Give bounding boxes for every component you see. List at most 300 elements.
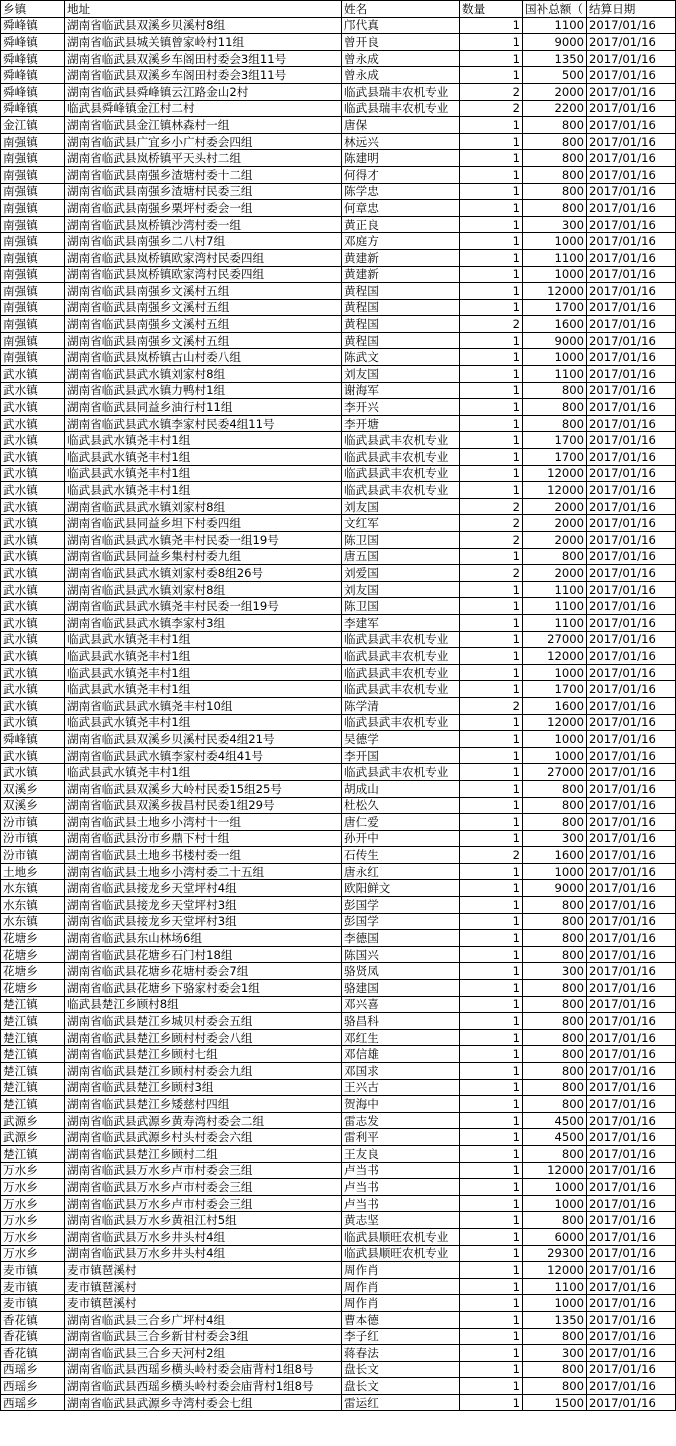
cell-name: 曾永成 [342, 50, 460, 67]
cell-subsidy-total: 1100 [523, 249, 587, 266]
cell-name: 临武县瑞丰农机专业 [342, 83, 460, 100]
cell-quantity: 1 [460, 382, 523, 399]
cell-name: 临武县顺旺农机专业 [342, 1228, 460, 1245]
cell-quantity: 1 [460, 1394, 523, 1411]
cell-town: 武源乡 [1, 1129, 65, 1146]
cell-town: 万水乡 [1, 1228, 65, 1245]
cell-name: 临武县武丰农机专业 [342, 664, 460, 681]
cell-quantity: 1 [460, 1361, 523, 1378]
cell-settlement-date: 2017/01/16 [587, 117, 676, 134]
cell-settlement-date: 2017/01/16 [587, 1378, 676, 1395]
cell-settlement-date: 2017/01/16 [587, 366, 676, 383]
cell-subsidy-total: 1000 [523, 731, 587, 748]
cell-settlement-date: 2017/01/16 [587, 880, 676, 897]
cell-settlement-date: 2017/01/16 [587, 1046, 676, 1063]
cell-quantity: 1 [460, 465, 523, 482]
cell-subsidy-total: 2200 [523, 100, 587, 117]
cell-town: 金江镇 [1, 117, 65, 134]
cell-name: 黄正良 [342, 216, 460, 233]
cell-town: 水东镇 [1, 880, 65, 897]
cell-settlement-date: 2017/01/16 [587, 1195, 676, 1212]
cell-address: 湖南省临武县武水镇李家村委4组41号 [65, 747, 342, 764]
cell-settlement-date: 2017/01/16 [587, 1079, 676, 1096]
cell-subsidy-total: 800 [523, 897, 587, 914]
cell-quantity: 2 [460, 100, 523, 117]
cell-name: 邓庭方 [342, 233, 460, 250]
cell-settlement-date: 2017/01/16 [587, 913, 676, 930]
cell-quantity: 1 [460, 714, 523, 731]
cell-settlement-date: 2017/01/16 [587, 1179, 676, 1196]
cell-subsidy-total: 800 [523, 1079, 587, 1096]
cell-subsidy-total: 4500 [523, 1112, 587, 1129]
cell-town: 双溪乡 [1, 780, 65, 797]
cell-subsidy-total: 800 [523, 382, 587, 399]
table-row [1, 67, 676, 84]
cell-address: 临武县楚江乡顾村8组 [65, 996, 342, 1013]
cell-address: 湖南省临武县武水镇刘家村8组 [65, 366, 342, 383]
cell-name: 何章忠 [342, 200, 460, 217]
table-row [1, 1378, 676, 1395]
cell-town: 万水乡 [1, 1179, 65, 1196]
cell-name: 临武县武丰农机专业 [342, 482, 460, 499]
cell-quantity: 1 [460, 283, 523, 300]
cell-settlement-date: 2017/01/16 [587, 465, 676, 482]
cell-settlement-date: 2017/01/16 [587, 1212, 676, 1229]
table-row [1, 996, 676, 1013]
cell-subsidy-total: 1000 [523, 349, 587, 366]
cell-subsidy-total: 800 [523, 1378, 587, 1395]
cell-subsidy-total: 800 [523, 930, 587, 947]
cell-quantity: 1 [460, 1162, 523, 1179]
cell-name: 临武县瑞丰农机专业 [342, 100, 460, 117]
cell-address: 湖南省临武县楚江乡顾村3组 [65, 1079, 342, 1096]
cell-address: 湖南省临武县西瑶乡横头岭村委会庙背村1组8号 [65, 1378, 342, 1395]
cell-address: 湖南省临武县广宜乡小广村委会四组 [65, 133, 342, 150]
cell-quantity: 1 [460, 1013, 523, 1030]
cell-town: 舜峰镇 [1, 83, 65, 100]
cell-address: 湖南省临武县楚江乡顾村村委会八组 [65, 1029, 342, 1046]
header-quantity: 数量 [460, 1, 523, 18]
cell-settlement-date: 2017/01/16 [587, 200, 676, 217]
cell-settlement-date: 2017/01/16 [587, 1245, 676, 1262]
cell-quantity: 1 [460, 614, 523, 631]
table-row [1, 332, 676, 349]
cell-address: 湖南省临武县三合乡新甘村委会3组 [65, 1328, 342, 1345]
cell-settlement-date: 2017/01/16 [587, 631, 676, 648]
cell-address: 湖南省临武县南强乡二八村7组 [65, 233, 342, 250]
cell-settlement-date: 2017/01/16 [587, 283, 676, 300]
table-row [1, 34, 676, 51]
cell-town: 武水镇 [1, 449, 65, 466]
cell-address: 麦市镇琶溪村 [65, 1262, 342, 1279]
cell-town: 武水镇 [1, 648, 65, 665]
table-row [1, 515, 676, 532]
cell-quantity: 1 [460, 1129, 523, 1146]
cell-subsidy-total: 800 [523, 183, 587, 200]
cell-settlement-date: 2017/01/16 [587, 963, 676, 980]
cell-settlement-date: 2017/01/16 [587, 697, 676, 714]
table-row [1, 930, 676, 947]
cell-name: 唐永红 [342, 863, 460, 880]
cell-address: 湖南省临武县花塘乡花塘村委会7组 [65, 963, 342, 980]
cell-subsidy-total: 2000 [523, 532, 587, 549]
cell-address: 湖南省临武县楚江乡顾村村委会九组 [65, 1063, 342, 1080]
cell-address: 临武县武水镇尧丰村1组 [65, 664, 342, 681]
table-row [1, 1311, 676, 1328]
cell-name: 陈武文 [342, 349, 460, 366]
cell-subsidy-total: 300 [523, 216, 587, 233]
cell-address: 湖南省临武县岚桥镇平天头村二组 [65, 150, 342, 167]
cell-subsidy-total: 1100 [523, 581, 587, 598]
cell-town: 汾市镇 [1, 830, 65, 847]
cell-name: 黄建新 [342, 266, 460, 283]
table-row [1, 382, 676, 399]
cell-name: 贺海中 [342, 1096, 460, 1113]
cell-name: 李开国 [342, 747, 460, 764]
table-row [1, 747, 676, 764]
cell-settlement-date: 2017/01/16 [587, 399, 676, 416]
cell-quantity: 1 [460, 249, 523, 266]
table-row [1, 598, 676, 615]
table-row [1, 1079, 676, 1096]
cell-quantity: 1 [460, 1112, 523, 1129]
cell-address: 湖南省临武县三合乡天河村2组 [65, 1345, 342, 1362]
cell-quantity: 1 [460, 233, 523, 250]
cell-town: 双溪乡 [1, 797, 65, 814]
cell-town: 汾市镇 [1, 814, 65, 831]
table-row [1, 166, 676, 183]
cell-name: 临武县武丰农机专业 [342, 631, 460, 648]
cell-name: 盘长文 [342, 1378, 460, 1395]
cell-quantity: 1 [460, 1311, 523, 1328]
cell-town: 武水镇 [1, 565, 65, 582]
cell-name: 刘友国 [342, 366, 460, 383]
cell-address: 湖南省临武县武源乡寺湾村委会七组 [65, 1394, 342, 1411]
cell-address: 湖南省临武县武水镇尧丰村民委一组19号 [65, 598, 342, 615]
cell-quantity: 1 [460, 117, 523, 134]
cell-settlement-date: 2017/01/16 [587, 133, 676, 150]
cell-address: 湖南省临武县万水乡卢市村委会三组 [65, 1179, 342, 1196]
table-row [1, 465, 676, 482]
cell-subsidy-total: 1000 [523, 747, 587, 764]
cell-name: 唐仁爱 [342, 814, 460, 831]
cell-subsidy-total: 1700 [523, 681, 587, 698]
cell-quantity: 1 [460, 1345, 523, 1362]
cell-settlement-date: 2017/01/16 [587, 565, 676, 582]
cell-name: 陈建明 [342, 150, 460, 167]
cell-town: 花塘乡 [1, 930, 65, 947]
cell-subsidy-total: 800 [523, 399, 587, 416]
cell-town: 楚江镇 [1, 996, 65, 1013]
cell-name: 李建军 [342, 614, 460, 631]
cell-settlement-date: 2017/01/16 [587, 67, 676, 84]
cell-town: 西瑶乡 [1, 1361, 65, 1378]
cell-name: 黄程国 [342, 316, 460, 333]
cell-name: 李开兴 [342, 399, 460, 416]
cell-settlement-date: 2017/01/16 [587, 731, 676, 748]
table-row [1, 1262, 676, 1279]
cell-town: 香花镇 [1, 1345, 65, 1362]
cell-town: 舜峰镇 [1, 67, 65, 84]
cell-quantity: 1 [460, 1179, 523, 1196]
cell-quantity: 1 [460, 1262, 523, 1279]
cell-subsidy-total: 4500 [523, 1129, 587, 1146]
cell-quantity: 1 [460, 648, 523, 665]
cell-name: 唐保 [342, 117, 460, 134]
cell-quantity: 1 [460, 399, 523, 416]
cell-name: 彭国学 [342, 897, 460, 914]
cell-subsidy-total: 800 [523, 166, 587, 183]
cell-settlement-date: 2017/01/16 [587, 863, 676, 880]
cell-town: 武水镇 [1, 399, 65, 416]
cell-address: 湖南省临武县花塘乡石门村18组 [65, 946, 342, 963]
table-row [1, 1278, 676, 1295]
cell-settlement-date: 2017/01/16 [587, 183, 676, 200]
cell-name: 黄建新 [342, 249, 460, 266]
cell-town: 舜峰镇 [1, 50, 65, 67]
cell-town: 南强镇 [1, 283, 65, 300]
cell-settlement-date: 2017/01/16 [587, 747, 676, 764]
table-row [1, 83, 676, 100]
header-settlement-date: 结算日期 [587, 1, 676, 18]
cell-address: 湖南省临武县双溪乡拔昌村民委1组29号 [65, 797, 342, 814]
cell-address: 湖南省临武县接龙乡天堂坪村3组 [65, 897, 342, 914]
cell-town: 水东镇 [1, 913, 65, 930]
cell-town: 楚江镇 [1, 1013, 65, 1030]
cell-settlement-date: 2017/01/16 [587, 532, 676, 549]
cell-quantity: 1 [460, 1245, 523, 1262]
cell-town: 武水镇 [1, 664, 65, 681]
cell-address: 湖南省临武县城关镇曾家岭村11组 [65, 34, 342, 51]
table-row [1, 697, 676, 714]
cell-settlement-date: 2017/01/16 [587, 166, 676, 183]
cell-settlement-date: 2017/01/16 [587, 1063, 676, 1080]
cell-settlement-date: 2017/01/16 [587, 498, 676, 515]
cell-name: 临武县武丰农机专业 [342, 714, 460, 731]
cell-quantity: 1 [460, 150, 523, 167]
cell-subsidy-total: 2000 [523, 498, 587, 515]
cell-settlement-date: 2017/01/16 [587, 897, 676, 914]
cell-subsidy-total: 1100 [523, 598, 587, 615]
cell-name: 孙开中 [342, 830, 460, 847]
cell-address: 湖南省临武县土地乡小湾村十一组 [65, 814, 342, 831]
cell-town: 武水镇 [1, 764, 65, 781]
cell-town: 武水镇 [1, 382, 65, 399]
table-row [1, 299, 676, 316]
cell-quantity: 1 [460, 980, 523, 997]
cell-settlement-date: 2017/01/16 [587, 150, 676, 167]
cell-quantity: 1 [460, 216, 523, 233]
cell-address: 湖南省临武县同益乡油行村11组 [65, 399, 342, 416]
table-row [1, 1162, 676, 1179]
table-row [1, 880, 676, 897]
table-row [1, 714, 676, 731]
table-row [1, 913, 676, 930]
cell-address: 湖南省临武县南强乡文溪村五组 [65, 299, 342, 316]
cell-subsidy-total: 800 [523, 946, 587, 963]
cell-town: 南强镇 [1, 249, 65, 266]
cell-subsidy-total: 1600 [523, 316, 587, 333]
table-row [1, 50, 676, 67]
cell-town: 武源乡 [1, 1112, 65, 1129]
cell-subsidy-total: 800 [523, 1361, 587, 1378]
cell-name: 胡成山 [342, 780, 460, 797]
cell-quantity: 2 [460, 697, 523, 714]
cell-settlement-date: 2017/01/16 [587, 980, 676, 997]
cell-settlement-date: 2017/01/16 [587, 1162, 676, 1179]
cell-town: 楚江镇 [1, 1145, 65, 1162]
cell-name: 盘长文 [342, 1361, 460, 1378]
cell-town: 香花镇 [1, 1311, 65, 1328]
cell-town: 武水镇 [1, 532, 65, 549]
cell-name: 石传生 [342, 847, 460, 864]
cell-subsidy-total: 800 [523, 200, 587, 217]
cell-subsidy-total: 12000 [523, 482, 587, 499]
table-row [1, 133, 676, 150]
cell-address: 湖南省临武县万水乡黄祖江村5组 [65, 1212, 342, 1229]
cell-name: 陈卫国 [342, 532, 460, 549]
cell-name: 陈国兴 [342, 946, 460, 963]
cell-quantity: 1 [460, 797, 523, 814]
cell-name: 林远兴 [342, 133, 460, 150]
table-row [1, 150, 676, 167]
cell-address: 湖南省临武县南强乡文溪村五组 [65, 283, 342, 300]
cell-quantity: 1 [460, 432, 523, 449]
cell-name: 骆贤凤 [342, 963, 460, 980]
cell-quantity: 1 [460, 1228, 523, 1245]
cell-town: 舜峰镇 [1, 17, 65, 34]
cell-name: 周作肖 [342, 1295, 460, 1312]
header-subsidy-total: 国补总额（ [523, 1, 587, 18]
table-row [1, 946, 676, 963]
cell-town: 麦市镇 [1, 1295, 65, 1312]
cell-settlement-date: 2017/01/16 [587, 1013, 676, 1030]
cell-name: 彭国学 [342, 913, 460, 930]
cell-town: 万水乡 [1, 1162, 65, 1179]
cell-address: 临武县武水镇尧丰村1组 [65, 714, 342, 731]
cell-address: 湖南省临武县东山林场6组 [65, 930, 342, 947]
cell-name: 刘爱国 [342, 565, 460, 582]
cell-subsidy-total: 1500 [523, 1394, 587, 1411]
cell-settlement-date: 2017/01/16 [587, 1295, 676, 1312]
cell-name: 临武县武丰农机专业 [342, 449, 460, 466]
cell-town: 南强镇 [1, 200, 65, 217]
cell-subsidy-total: 1600 [523, 697, 587, 714]
cell-subsidy-total: 500 [523, 67, 587, 84]
cell-address: 湖南省临武县武水镇刘家村委8组26号 [65, 565, 342, 582]
cell-quantity: 1 [460, 946, 523, 963]
cell-town: 武水镇 [1, 697, 65, 714]
cell-address: 临武县武水镇尧丰村1组 [65, 681, 342, 698]
cell-quantity: 1 [460, 1328, 523, 1345]
table-row [1, 283, 676, 300]
cell-name: 雷志发 [342, 1112, 460, 1129]
cell-quantity: 1 [460, 863, 523, 880]
cell-subsidy-total: 27000 [523, 631, 587, 648]
table-row [1, 797, 676, 814]
cell-settlement-date: 2017/01/16 [587, 349, 676, 366]
cell-town: 麦市镇 [1, 1262, 65, 1279]
cell-town: 武水镇 [1, 415, 65, 432]
cell-settlement-date: 2017/01/16 [587, 332, 676, 349]
cell-quantity: 1 [460, 581, 523, 598]
cell-address: 湖南省临武县双溪乡车阁田村委会3组11号 [65, 67, 342, 84]
cell-town: 楚江镇 [1, 1046, 65, 1063]
cell-town: 武水镇 [1, 366, 65, 383]
cell-address: 湖南省临武县岚桥镇沙湾村委一组 [65, 216, 342, 233]
cell-name: 陈学忠 [342, 183, 460, 200]
cell-address: 临武县武水镇尧丰村1组 [65, 648, 342, 665]
table-row [1, 415, 676, 432]
cell-address: 湖南省临武县接龙乡天堂坪村3组 [65, 913, 342, 930]
cell-town: 武水镇 [1, 482, 65, 499]
cell-settlement-date: 2017/01/16 [587, 449, 676, 466]
cell-settlement-date: 2017/01/16 [587, 1112, 676, 1129]
cell-name: 临武县武丰农机专业 [342, 465, 460, 482]
cell-settlement-date: 2017/01/16 [587, 797, 676, 814]
cell-settlement-date: 2017/01/16 [587, 780, 676, 797]
cell-subsidy-total: 800 [523, 1013, 587, 1030]
cell-name: 吴德学 [342, 731, 460, 748]
table-row [1, 631, 676, 648]
cell-name: 李子红 [342, 1328, 460, 1345]
cell-town: 武水镇 [1, 747, 65, 764]
cell-name: 周作肖 [342, 1262, 460, 1279]
cell-address: 湖南省临武县岚桥镇欧家湾村民委四组 [65, 249, 342, 266]
table-row [1, 1245, 676, 1262]
cell-quantity: 1 [460, 681, 523, 698]
cell-name: 邓红生 [342, 1029, 460, 1046]
cell-settlement-date: 2017/01/16 [587, 1311, 676, 1328]
header-address: 地址 [65, 1, 342, 18]
cell-settlement-date: 2017/01/16 [587, 1129, 676, 1146]
table-row [1, 1129, 676, 1146]
cell-quantity: 2 [460, 316, 523, 333]
cell-town: 水东镇 [1, 897, 65, 914]
cell-quantity: 1 [460, 731, 523, 748]
cell-town: 南强镇 [1, 150, 65, 167]
cell-settlement-date: 2017/01/16 [587, 83, 676, 100]
cell-address: 临武县武水镇尧丰村1组 [65, 465, 342, 482]
cell-quantity: 1 [460, 299, 523, 316]
cell-settlement-date: 2017/01/16 [587, 681, 676, 698]
cell-quantity: 1 [460, 415, 523, 432]
cell-quantity: 1 [460, 183, 523, 200]
cell-settlement-date: 2017/01/16 [587, 515, 676, 532]
cell-quantity: 1 [460, 598, 523, 615]
table-row [1, 216, 676, 233]
cell-town: 花塘乡 [1, 963, 65, 980]
cell-subsidy-total: 1350 [523, 50, 587, 67]
cell-subsidy-total: 800 [523, 980, 587, 997]
cell-town: 武水镇 [1, 614, 65, 631]
cell-address: 湖南省临武县舜峰镇云江路金山2村 [65, 83, 342, 100]
cell-town: 南强镇 [1, 233, 65, 250]
cell-settlement-date: 2017/01/16 [587, 847, 676, 864]
cell-town: 南强镇 [1, 133, 65, 150]
cell-address: 湖南省临武县武水镇李家村民委4组11号 [65, 415, 342, 432]
table-row [1, 1063, 676, 1080]
cell-name: 王友良 [342, 1145, 460, 1162]
cell-quantity: 1 [460, 963, 523, 980]
cell-subsidy-total: 800 [523, 1212, 587, 1229]
cell-quantity: 1 [460, 1195, 523, 1212]
cell-address: 湖南省临武县南强乡渣塘村委十二组 [65, 166, 342, 183]
cell-address: 湖南省临武县万水乡卢市村委会三组 [65, 1195, 342, 1212]
cell-name: 临武县武丰农机专业 [342, 764, 460, 781]
cell-address: 临武县舜峰镇金江村二村 [65, 100, 342, 117]
table-row [1, 664, 676, 681]
